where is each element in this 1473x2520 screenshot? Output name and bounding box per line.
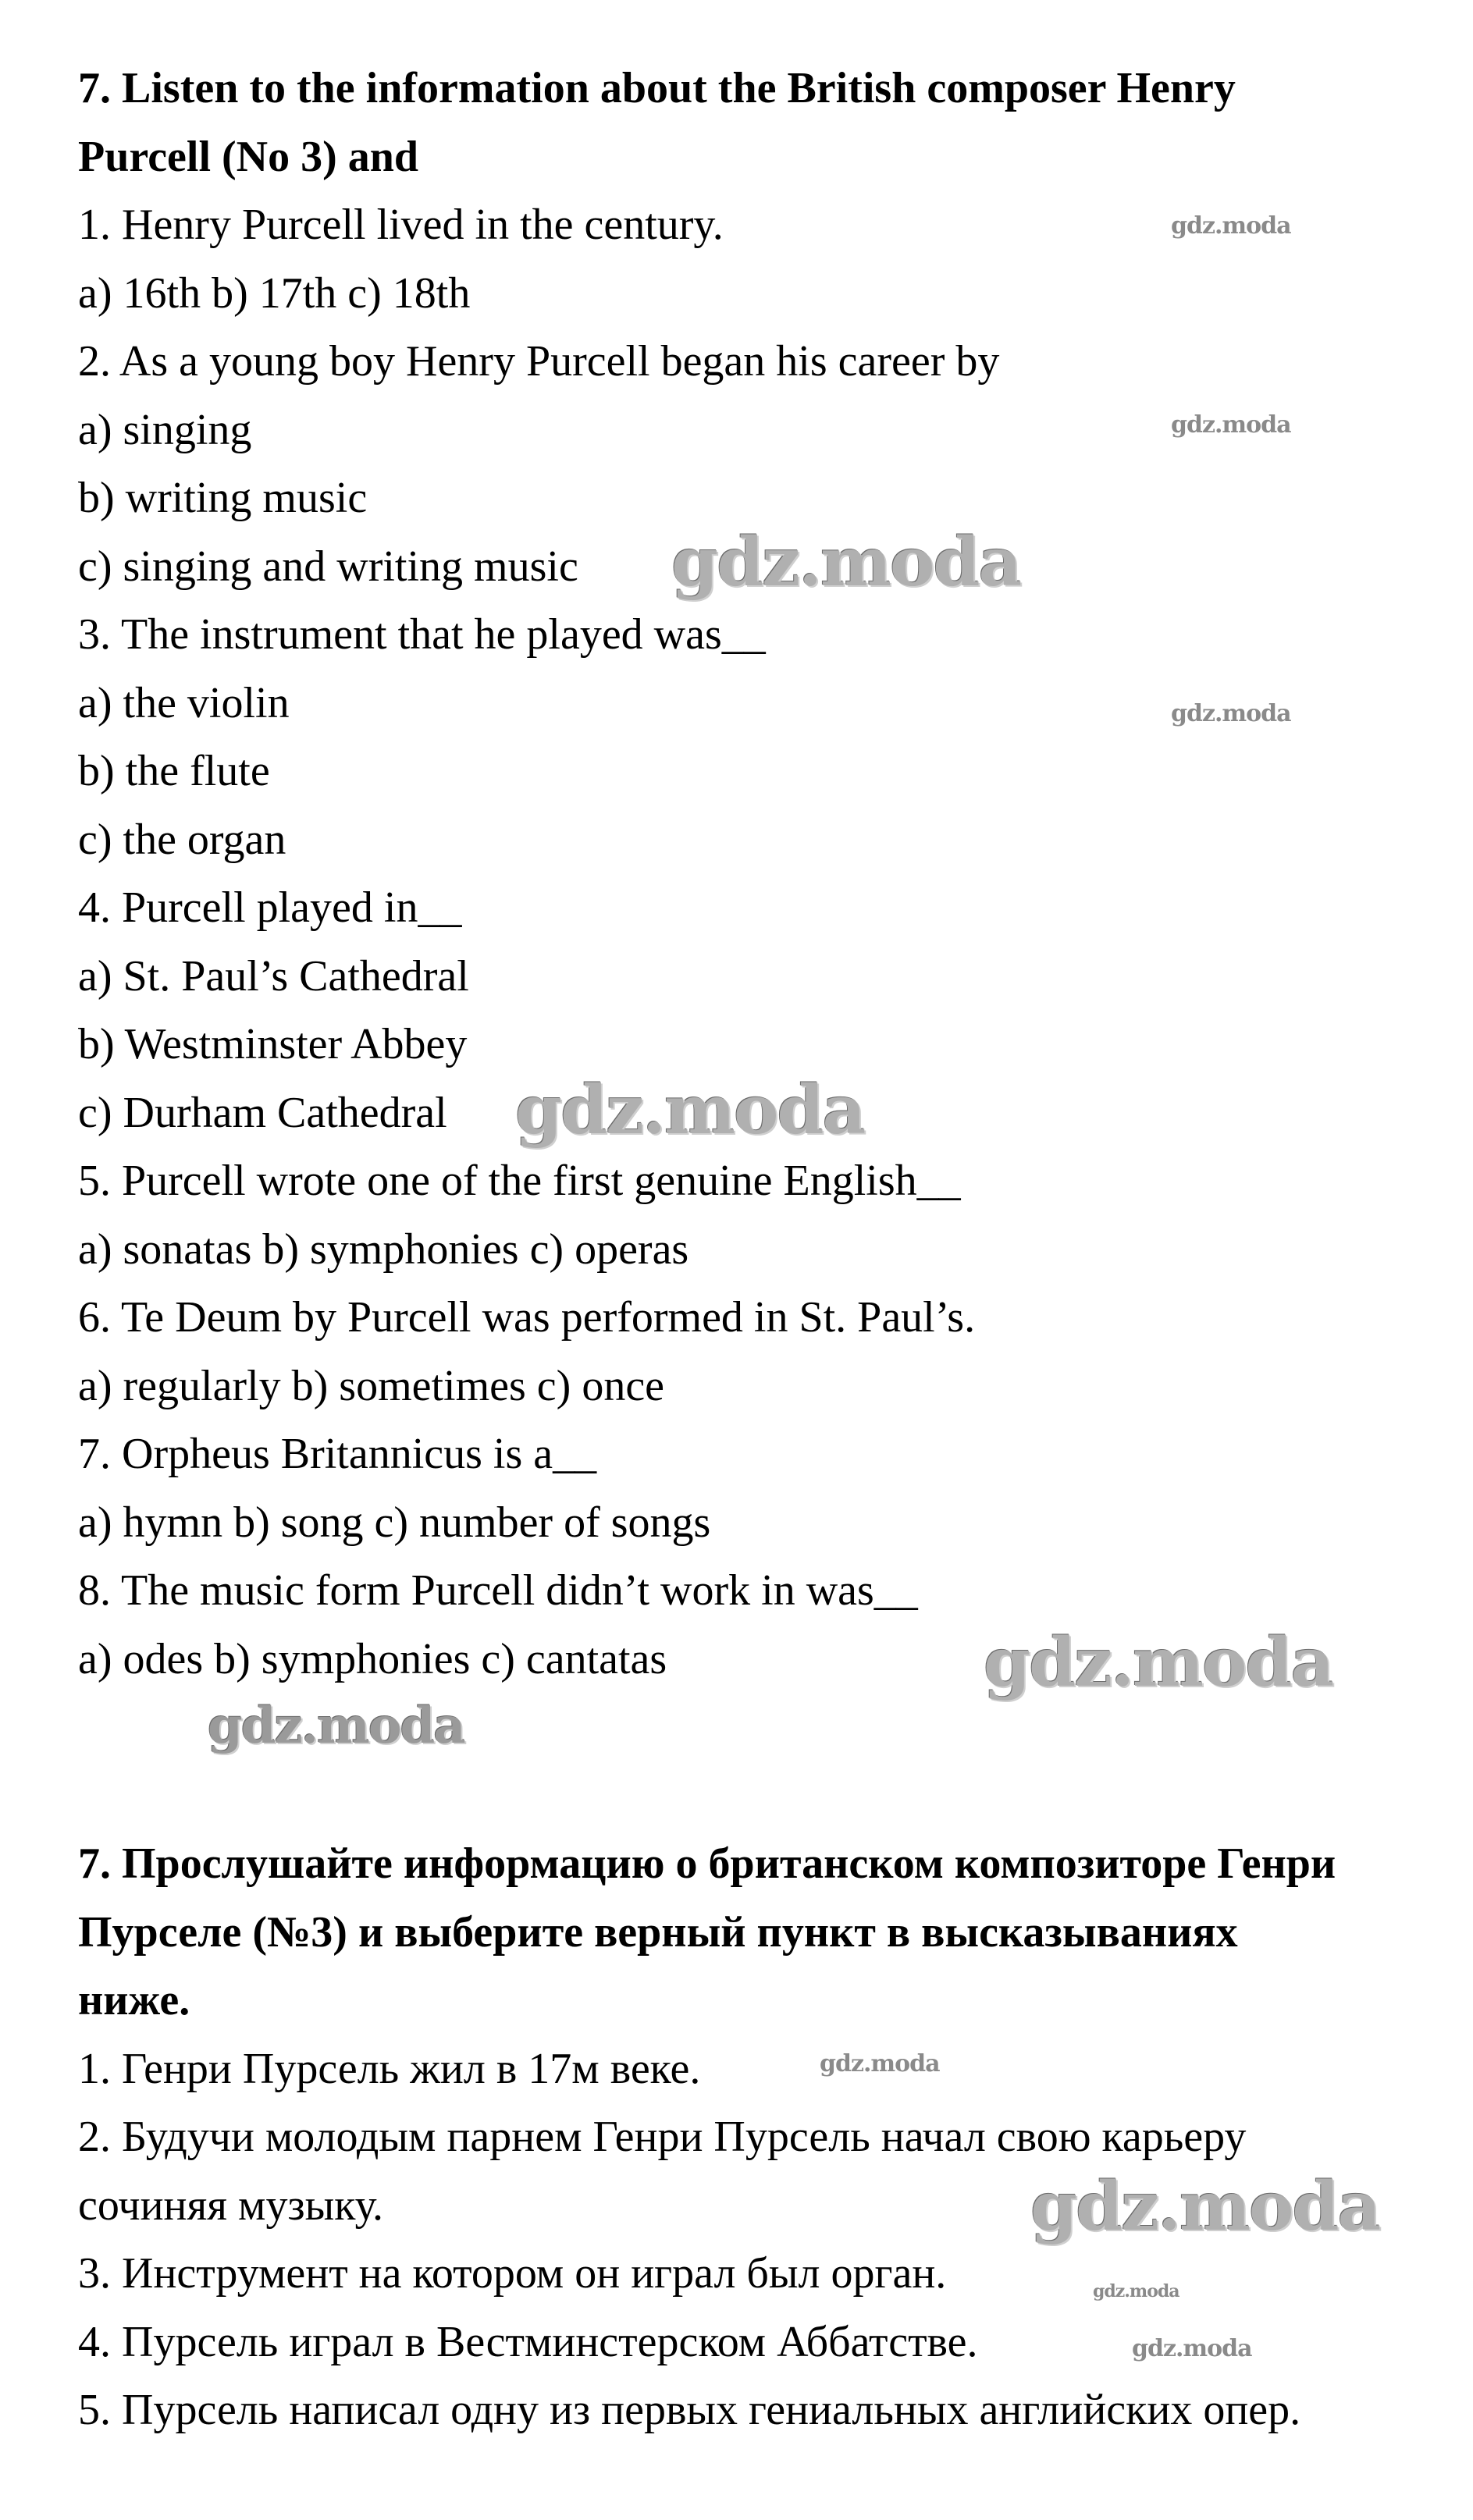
- russian-answer-3: 3. Инструмент на котором он играл был орган.: [78, 2249, 947, 2298]
- question-1: 1. Henry Purcell lived in the century.: [78, 201, 724, 249]
- answer-option-3b: b) the flute: [78, 747, 270, 795]
- answer-options-5: a) sonatas b) symphonies c) operas: [78, 1224, 689, 1274]
- russian-title-line-3: ниже.: [78, 1976, 190, 2024]
- watermark-logo: gdz.moda: [1030, 2167, 1380, 2246]
- watermark-logo: gdz.moda: [1171, 700, 1291, 727]
- watermark-logo: gdz.moda: [820, 2050, 940, 2077]
- question-4: 4. Purcell played in__: [78, 883, 462, 932]
- answer-option-3c: c) the organ: [78, 815, 286, 864]
- answer-option-2a: a) singing: [78, 405, 252, 454]
- question-7: 7. Orpheus Britannicus is a__: [78, 1430, 597, 1478]
- watermark-logo: gdz.moda: [1132, 2335, 1252, 2362]
- watermark-logo: gdz.moda: [1093, 2281, 1179, 2301]
- russian-title-line-1: 7. Прослушайте информацию о британском композиторе Генри: [78, 1839, 1336, 1888]
- watermark-logo: gdz.moda: [1171, 212, 1291, 240]
- answer-options-8: a) odes b) symphonies c) cantatas: [78, 1634, 667, 1683]
- watermark-logo: gdz.moda: [984, 1623, 1333, 1702]
- watermark-logo: gdz.moda: [1171, 411, 1291, 439]
- watermark-logo: gdz.moda: [515, 1071, 865, 1150]
- watermark-logo: gdz.moda: [208, 1697, 464, 1755]
- russian-answer-5: 5. Пурсель написал одну из первых гениальных английских опер.: [78, 2386, 1301, 2434]
- russian-answer-2: 2. Будучи молодым парнем Генри Пурсель начал свою карьеру: [78, 2113, 1247, 2161]
- answer-option-4b: b) Westminster Abbey: [78, 1020, 468, 1068]
- english-title-line-2: Purcell (No 3) and: [78, 132, 419, 181]
- answer-option-2c: c) singing and writing music: [78, 542, 578, 591]
- russian-answer-1: 1. Генри Пурсель жил в 17м веке.: [78, 2044, 701, 2093]
- russian-answer-4: 4. Пурсель играл в Вестминстерском Аббатстве.: [78, 2317, 978, 2366]
- answer-option-4c: c) Durham Cathedral: [78, 1088, 447, 1137]
- answer-option-4a: a) St. Paul’s Cathedral: [78, 951, 469, 1001]
- russian-answer-2-continued: сочиняя музыку.: [78, 2181, 384, 2230]
- question-8: 8. The music form Purcell didn’t work in was__: [78, 1566, 918, 1615]
- question-2: 2. As a young boy Henry Purcell began his career by: [78, 337, 1000, 386]
- watermark-logo: gdz.moda: [671, 523, 1021, 602]
- english-title-line-1: 7. Listen to the information about the British composer Henry: [78, 64, 1236, 112]
- answer-option-2b: b) writing music: [78, 474, 368, 522]
- question-3: 3. The instrument that he played was__: [78, 610, 766, 659]
- answer-options-6: a) regularly b) sometimes c) once: [78, 1361, 665, 1410]
- spacer: [78, 1762, 1442, 1831]
- answer-options-1: a) 16th b) 17th c) 18th: [78, 268, 471, 318]
- russian-title-line-2: Пурселе (№3) и выберите верный пункт в высказываниях: [78, 1907, 1238, 1957]
- question-6: 6. Te Deum by Purcell was performed in St. Paul’s.: [78, 1293, 976, 1342]
- question-5: 5. Purcell wrote one of the first genuine English__: [78, 1157, 961, 1205]
- answer-option-3a: a) the violin: [78, 678, 290, 727]
- answer-options-7: a) hymn b) song c) number of songs: [78, 1498, 711, 1547]
